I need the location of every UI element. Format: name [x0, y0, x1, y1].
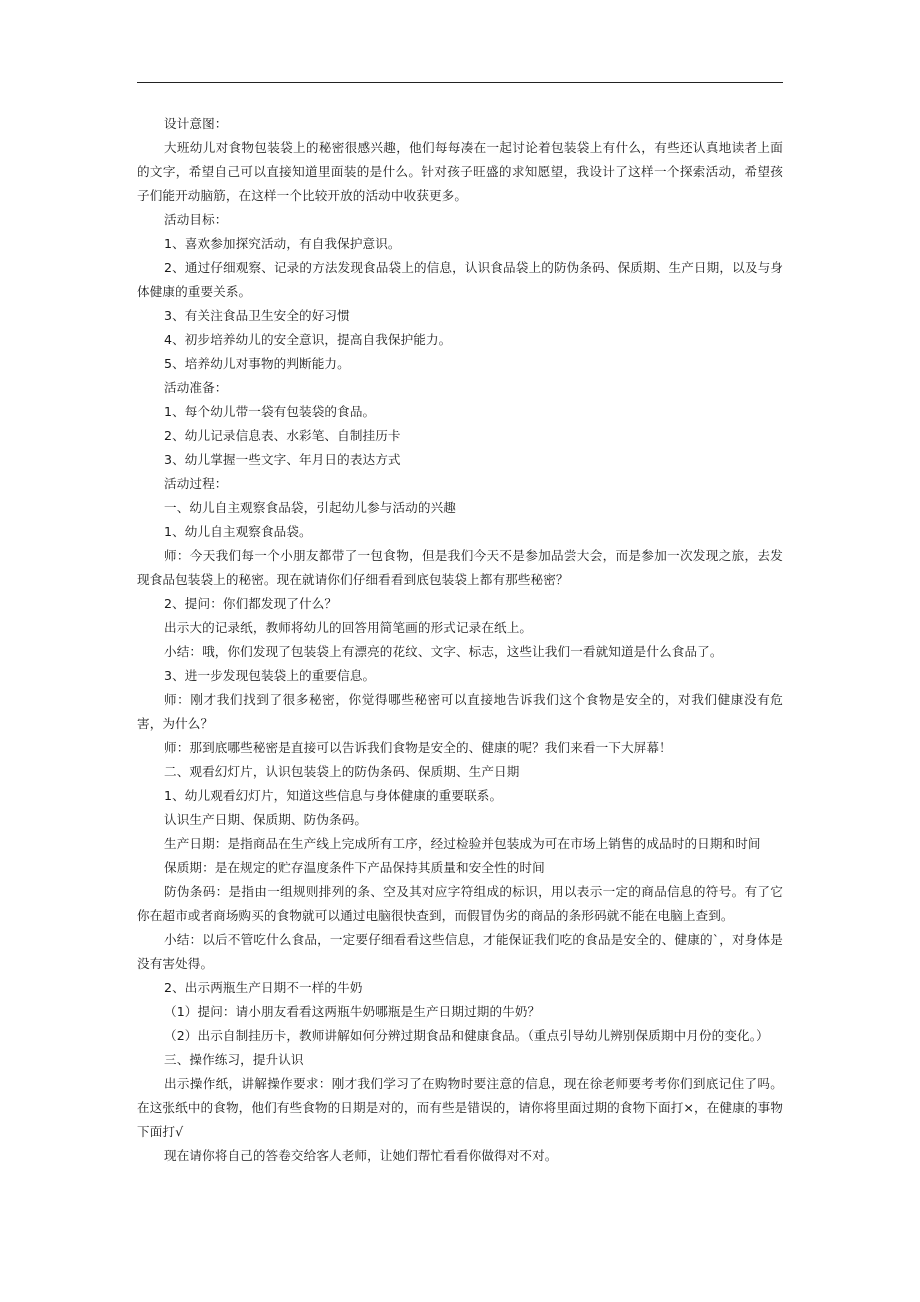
section-heading: 三、操作练习，提升认识 — [164, 1052, 304, 1067]
paragraph: 大班幼儿对食物包装袋上的秘密很感兴趣，他们每每凑在一起讨论着包装袋上有什么，有些还认真地读者上面的文字，希望自己可以直接知道里面装的是什么。针对孩子旺盛的求知愿望，我设计了这样一个探索活动，希望孩子们能开动脑筋，在这样一个比较开放的活动中收获更多。 — [137, 140, 783, 203]
paragraph: 生产日期：是指商品在生产线上完成所有工序，经过检验并包装成为可在市场上销售的成品时的日期和时间 — [164, 836, 761, 851]
list-item: 2、通过仔细观察、记录的方法发现食品袋上的信息，认识食品袋上的防伪条码、保质期、生产日期，以及与身体健康的重要关系。 — [137, 260, 783, 299]
heading-activity-goals: 活动目标： — [164, 212, 228, 227]
paragraph: 认识生产日期、保质期、防伪条码。 — [164, 812, 368, 827]
paragraph: 师：刚才我们找到了很多秘密，你觉得哪些秘密可以直接地告诉我们这个食物是安全的，对我们健康没有危害，为什么？ — [137, 692, 783, 731]
paragraph: 防伪条码：是指由一组规则排列的条、空及其对应字符组成的标识，用以表示一定的商品信息的符号。有了它你在超市或者商场购买的食物就可以通过电脑很快查到，而假冒伪劣的商品的条形码就不能在电脑上查到。 — [137, 884, 783, 923]
heading-design-intent: 设计意图： — [164, 116, 228, 131]
header-rule — [137, 82, 783, 83]
paragraph: 保质期：是在规定的贮存温度条件下产品保持其质量和安全性的时间 — [164, 860, 545, 875]
list-item: 1、幼儿观看幻灯片，知道这些信息与身体健康的重要联系。 — [164, 788, 503, 803]
list-item: （2）出示自制挂历卡，教师讲解如何分辨过期食品和健康食品。（重点引导幼儿辨别保质期中月份的变化。） — [164, 1028, 769, 1043]
list-item: 5、培养幼儿对事物的判断能力。 — [164, 356, 350, 371]
list-item: 2、出示两瓶生产日期不一样的牛奶 — [164, 980, 363, 995]
document-body — [137, 112, 783, 1168]
list-item: 2、提问：你们都发现了什么？ — [164, 596, 338, 611]
list-item: 1、每个幼儿带一袋有包装袋的食品。 — [164, 404, 376, 419]
paragraph: 小结：哦，你们发现了包装袋上有漂亮的花纹、文字、标志，这些让我们一看就知道是什么食品了。 — [164, 644, 723, 659]
paragraph: 师：那到底哪些秘密是直接可以告诉我们食物是安全的、健康的呢？我们来看一下大屏幕！ — [164, 740, 672, 755]
paragraph: 小结：以后不管吃什么食品，一定要仔细看看这些信息，才能保证我们吃的食品是安全的、健康的`，对身体是没有害处得。 — [137, 932, 783, 971]
paragraph: 出示大的记录纸，教师将幼儿的回答用简笔画的形式记录在纸上。 — [164, 620, 533, 635]
heading-activity-process: 活动过程： — [164, 476, 228, 491]
list-item: 3、幼儿掌握一些文字、年月日的表达方式 — [164, 452, 401, 467]
list-item: 1、喜欢参加探究活动，有自我保护意识。 — [164, 236, 401, 251]
list-item: 4、初步培养幼儿的安全意识，提高自我保护能力。 — [164, 332, 452, 347]
list-item: 1、幼儿自主观察食品袋。 — [164, 524, 312, 539]
section-heading: 二、观看幻灯片，认识包装袋上的防伪条码、保质期、生产日期 — [164, 764, 520, 779]
section-heading: 一、幼儿自主观察食品袋，引起幼儿参与活动的兴趣 — [164, 500, 456, 515]
paragraph: 师：今天我们每一个小朋友都带了一包食物，但是我们今天不是参加品尝大会，而是参加一次发现之旅，去发现食品包装袋上的秘密。现在就请你们仔细看看到底包装袋上都有那些秘密？ — [137, 548, 783, 587]
paragraph: 出示操作纸，讲解操作要求：刚才我们学习了在购物时要注意的信息，现在徐老师要考考你们到底记住了吗。在这张纸中的食物，他们有些食物的日期是对的，而有些是错误的，请你将里面过期的食物下面打×，在健康的事物下面打√ — [137, 1076, 783, 1139]
paragraph: 现在请你将自己的答卷交给客人老师，让她们帮忙看看你做得对不对。 — [164, 1148, 558, 1163]
list-item: 3、有关注食品卫生安全的好习惯 — [164, 308, 350, 323]
list-item: 3、进一步发现包装袋上的重要信息。 — [164, 668, 376, 683]
list-item: （1）提问：请小朋友看看这两瓶牛奶哪瓶是生产日期过期的牛奶？ — [164, 1004, 541, 1019]
heading-activity-preparation: 活动准备： — [164, 380, 228, 395]
list-item: 2、幼儿记录信息表、水彩笔、自制挂历卡 — [164, 428, 401, 443]
